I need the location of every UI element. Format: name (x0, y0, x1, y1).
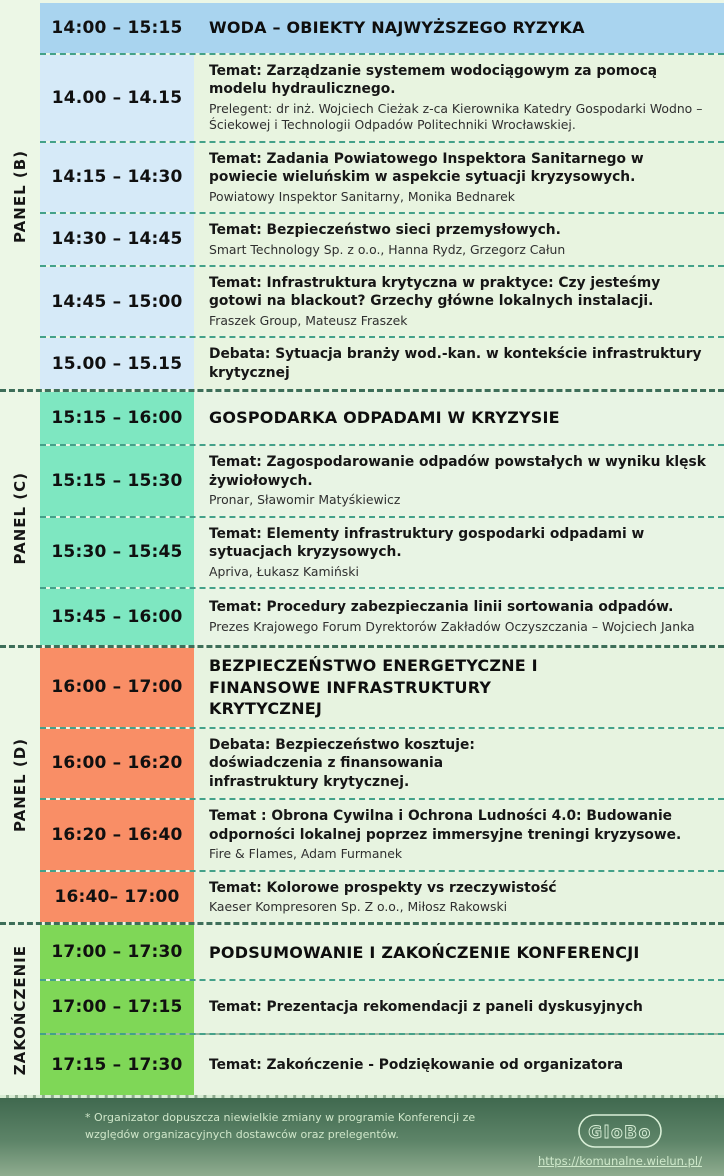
panel-d-table (40, 648, 724, 922)
row-title: Temat: Procedury zabezpieczania linii sortowania odpadów. (209, 599, 674, 616)
row-time: 16:00 – 16:20 (40, 729, 194, 798)
row-time: 16:40– 17:00 (40, 872, 194, 923)
logo-text: GloBo (588, 1123, 652, 1144)
agenda-row (40, 516, 724, 587)
section-closing (0, 922, 724, 1095)
row-title: Temat: Zarządzanie systemem wodociągowym za pomocą modelu hydraulicznego. (209, 63, 658, 98)
row-time: 14:45 – 15:00 (40, 267, 194, 336)
row-time: 15:45 – 16:00 (40, 589, 194, 645)
panel-c-table (40, 392, 724, 645)
row-time: 16:20 – 16:40 (40, 800, 194, 869)
row-time: 17:15 – 17:30 (40, 1035, 194, 1095)
panel-b-label: PANEL (B) (11, 149, 29, 243)
row-time: 14:30 – 14:45 (40, 214, 194, 265)
row-speaker: Fire & Flames, Adam Furmanek (209, 846, 403, 862)
panel-d-header-row (40, 648, 724, 727)
row-speaker: Powiatowy Inspektor Sanitarny, Monika Bednarek (209, 188, 515, 204)
row-time: 14:15 – 14:30 (40, 143, 194, 212)
row-speaker: Fraszek Group, Mateusz Fraszek (209, 312, 408, 328)
panel-b-header-row (40, 3, 724, 53)
panel-c-header-row (40, 392, 724, 444)
footer-website-link[interactable]: https://komunalne.wielun.pl/ (537, 1154, 702, 1169)
row-title: Debata: Sytuacja branży wod.-kan. w kontekście infrastruktury krytycznej (209, 346, 702, 381)
closing-sidebar (0, 925, 40, 1095)
agenda-row (40, 141, 724, 212)
closing-header-time: 17:00 – 17:30 (40, 925, 194, 979)
organizer-logo (577, 1112, 663, 1150)
panel-d-sidebar (0, 648, 40, 922)
panel-d-label: PANEL (D) (11, 738, 29, 833)
row-title: Temat: Kolorowe prospekty vs rzeczywistość (209, 879, 557, 896)
panel-c-label: PANEL (C) (11, 472, 29, 565)
panel-b-header-time: 14:00 – 15:15 (40, 3, 194, 53)
row-title: Temat: Zagospodarowanie odpadów powstałych w wyniku klęsk żywiołowych. (209, 454, 706, 489)
row-title: Temat: Elementy infrastruktury gospodarki odpadami w sytuacjach kryzysowych. (209, 525, 645, 561)
agenda-row (40, 53, 724, 141)
agenda-row (40, 265, 724, 336)
panel-c-sidebar (0, 392, 40, 645)
row-speaker: Apriva, Łukasz Kamiński (209, 563, 359, 579)
row-title: Temat: Prezentacja rekomendacji z paneli dyskusyjnych (209, 999, 643, 1016)
agenda-row (40, 979, 724, 1033)
closing-table (40, 925, 724, 1095)
closing-header-row (40, 925, 724, 979)
panel-c-header-time: 15:15 – 16:00 (40, 392, 194, 444)
row-title: Temat : Obrona Cywilna i Ochrona Ludności 4.0: Budowanie odporności lokalnej poprzez immersyjne treningi kryzysowe. (209, 808, 682, 843)
agenda-row (40, 444, 724, 515)
section-panel-c (0, 389, 724, 645)
agenda-row (40, 727, 724, 798)
agenda-row (40, 1033, 724, 1095)
panel-b-header-title: WODA – OBIEKTY NAJWYŻSZEGO RYZYKA (209, 18, 585, 38)
row-time: 14.00 – 14.15 (40, 55, 194, 141)
footer (0, 1095, 724, 1176)
row-title: Temat: Infrastruktura krytyczna w praktyce: Czy jesteśmy gotowi na blackout? Grzechy główne lokalnych instalacji. (209, 274, 661, 310)
section-panel-d (0, 645, 724, 922)
row-speaker: Prelegent: dr inż. Wojciech Cieżak z-ca Kierownika Katedry Gospodarki Wodno – Ściekowej i Technologii Odpadów Politechniki Wrocławskiej. (209, 100, 703, 133)
row-title: Temat: Bezpieczeństwo sieci przemysłowych. (209, 222, 561, 239)
row-title: Debata: Bezpieczeństwo kosztuje: doświadczenia z finansowania infrastruktury krytycznej. (209, 736, 475, 790)
row-speaker: Pronar, Sławomir Matyśkiewicz (209, 492, 401, 508)
row-title: Temat: Zakończenie - Podziękowanie od organizatora (209, 1057, 624, 1074)
row-title: Temat: Zadania Powiatowego Inspektora Sanitarnego w powiecie wieluńskim w aspekcie sytuacji kryzysowych. (209, 150, 644, 186)
agenda-row (40, 798, 724, 869)
agenda-row (40, 336, 724, 389)
closing-label: ZAKOŃCZENIE (11, 945, 29, 1076)
panel-d-header-time: 16:00 – 17:00 (40, 648, 194, 727)
row-speaker: Prezes Krajowego Forum Dyrektorów Zakładów Oczyszczania – Wojciech Janka (209, 618, 695, 634)
closing-header-title: PODSUMOWANIE I ZAKOŃCZENIE KONFERENCJI (209, 942, 640, 962)
row-speaker: Smart Technology Sp. z o.o., Hanna Rydz, Grzegorz Całun (209, 241, 566, 257)
row-speaker: Kaeser Kompresoren Sp. Z o.o., Miłosz Rakowski (209, 898, 508, 914)
row-time: 15.00 – 15.15 (40, 338, 194, 389)
agenda-row (40, 587, 724, 645)
row-time: 15:15 – 15:30 (40, 446, 194, 515)
agenda-row (40, 212, 724, 265)
panel-b-sidebar (0, 3, 40, 389)
row-time: 17:00 – 17:15 (40, 981, 194, 1033)
panel-b-table (40, 3, 724, 389)
panel-d-header-title: BEZPIECZEŃSTWO ENERGETYCZNE I FINANSOWE INFRASTRUKTURY KRYTYCZNEJ (209, 655, 538, 719)
section-panel-b (0, 3, 724, 389)
agenda-row (40, 870, 724, 923)
row-time: 15:30 – 15:45 (40, 518, 194, 587)
panel-c-header-title: GOSPODARKA ODPADAMI W KRYZYSIE (209, 408, 560, 428)
footer-disclaimer: * Organizator dopuszcza niewielkie zmiany w programie Konferencji ze względów organizacyjnych dostawców oraz prelegentów. (85, 1111, 476, 1141)
